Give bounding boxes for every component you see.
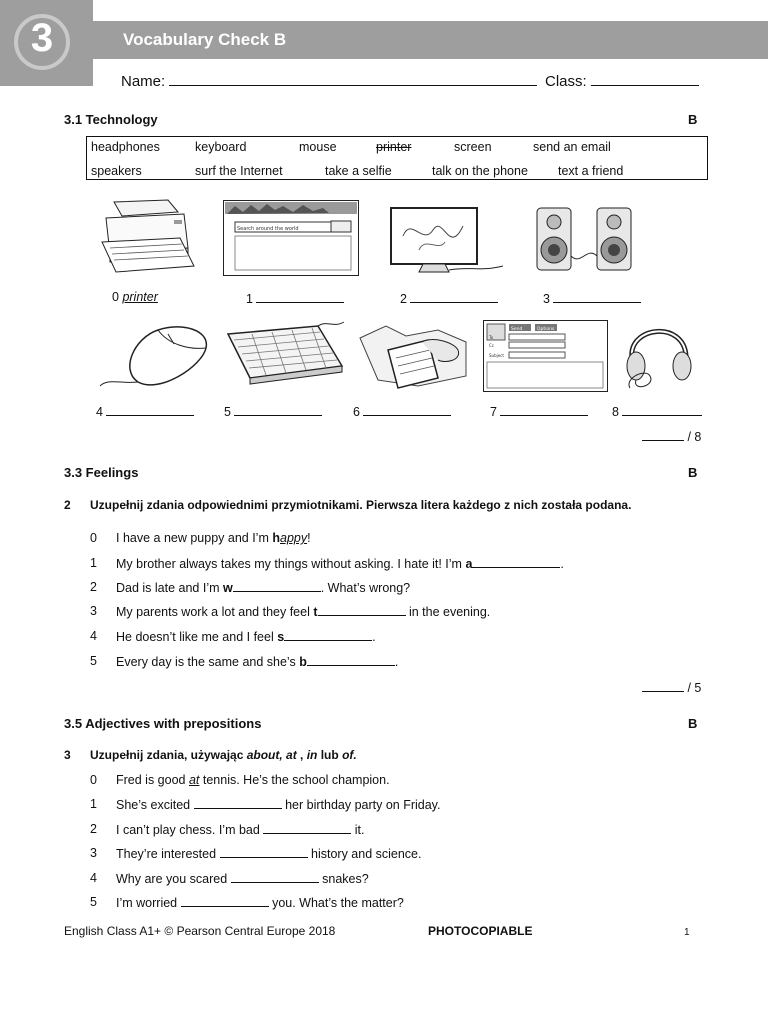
footer-photocopiable: PHOTOCOPIABLE bbox=[428, 924, 533, 938]
item-text: Every day is the same and she’s bbox=[116, 655, 300, 669]
first-letter: a bbox=[465, 557, 473, 571]
instruction-part: lub bbox=[317, 748, 343, 762]
word-bank-item: speakers bbox=[91, 164, 142, 178]
caption-number: 0 bbox=[112, 290, 119, 304]
item-text: . bbox=[560, 557, 564, 571]
item-text: They’re interested bbox=[116, 847, 220, 861]
answer-blank[interactable] bbox=[256, 290, 344, 303]
example-answer: appy bbox=[280, 531, 308, 545]
caption-number: 1 bbox=[246, 292, 253, 306]
item-text: . bbox=[394, 655, 399, 669]
item-text: snakes? bbox=[318, 872, 369, 886]
mouse-image bbox=[98, 320, 214, 390]
item-text: He doesn’t like me and I feel bbox=[116, 630, 278, 644]
item-text: tennis. He’s the school champion. bbox=[199, 773, 390, 787]
score-section-2 bbox=[642, 679, 701, 695]
caption-6[interactable] bbox=[353, 403, 451, 419]
page-title: Vocabulary Check B bbox=[123, 30, 287, 49]
item-number: 2 bbox=[90, 580, 97, 594]
item-number: 4 bbox=[90, 871, 97, 885]
score-blank[interactable] bbox=[642, 428, 684, 441]
name-label: Name: bbox=[121, 73, 166, 90]
answer-blank[interactable] bbox=[106, 403, 194, 416]
email-form-image bbox=[483, 320, 608, 392]
answer-blank[interactable] bbox=[553, 290, 641, 303]
answer-blank[interactable] bbox=[472, 556, 560, 568]
item-number: 4 bbox=[90, 629, 97, 643]
item-number: 1 bbox=[90, 797, 97, 811]
item-number: 2 bbox=[90, 822, 97, 836]
speakers-image bbox=[535, 206, 635, 274]
footer-copyright: English Class A1+ © Pearson Central Europe 2018 bbox=[64, 924, 336, 938]
answer-blank[interactable] bbox=[233, 580, 321, 592]
caption-8[interactable] bbox=[612, 403, 702, 419]
web-browser-image bbox=[223, 200, 359, 276]
instruction-part: about, at bbox=[246, 748, 297, 762]
first-letter: s bbox=[277, 630, 285, 644]
instruction-part: Uzupełnij zdania, używając bbox=[90, 748, 247, 762]
answer-blank[interactable] bbox=[410, 290, 498, 303]
item-number: 5 bbox=[90, 654, 97, 668]
item-text: My parents work a lot and they feel bbox=[116, 605, 314, 619]
caption-1[interactable] bbox=[246, 290, 344, 306]
email-send-tab: Send bbox=[511, 327, 523, 332]
instruction-part: in bbox=[306, 748, 318, 762]
item-text: it. bbox=[351, 823, 365, 837]
item-text: history and science. bbox=[307, 847, 422, 861]
score-total: / 5 bbox=[687, 681, 702, 695]
item-text: My brother always takes my things without asking. I hate it! I’m bbox=[116, 557, 466, 571]
answer-blank[interactable] bbox=[234, 403, 322, 416]
instruction-part: , bbox=[296, 748, 307, 762]
example-answer: at bbox=[188, 773, 200, 787]
answer-blank[interactable] bbox=[220, 846, 308, 858]
item-text: Dad is late and I’m bbox=[116, 581, 223, 595]
item-text: Fred is good bbox=[116, 773, 189, 787]
email-to-label: To bbox=[489, 335, 494, 340]
first-letter: b bbox=[299, 655, 307, 669]
caption-number: 7 bbox=[490, 405, 497, 419]
class-label: Class: bbox=[545, 73, 587, 90]
caption-number: 3 bbox=[543, 292, 550, 306]
section-title-technology: 3.1 Technology bbox=[64, 112, 158, 127]
item-number: 3 bbox=[90, 604, 97, 618]
word-bank-item: text a friend bbox=[558, 164, 624, 178]
instruction-number: 2 bbox=[64, 498, 71, 512]
title-bar bbox=[93, 21, 768, 59]
email-cc-label: Cc bbox=[489, 343, 494, 348]
caption-number: 6 bbox=[353, 405, 360, 419]
item-text: . bbox=[372, 630, 376, 644]
word-bank bbox=[86, 136, 708, 180]
smartphone-hand-image bbox=[358, 320, 468, 392]
item-number: 0 bbox=[90, 531, 97, 545]
section-title-feelings: 3.3 Feelings bbox=[64, 465, 139, 480]
item-text: I can’t play chess. I’m bad bbox=[116, 823, 264, 837]
email-options-tab: Options bbox=[537, 327, 555, 332]
answer-blank[interactable] bbox=[318, 604, 406, 616]
instruction-number: 3 bbox=[64, 748, 71, 762]
answer-blank[interactable] bbox=[181, 895, 269, 907]
class-blank[interactable] bbox=[591, 73, 699, 86]
example-answer: printer bbox=[122, 290, 158, 304]
name-blank[interactable] bbox=[169, 73, 537, 86]
word-bank-item: screen bbox=[454, 140, 492, 154]
instruction-text bbox=[90, 748, 357, 762]
email-subject-label: Subject bbox=[489, 353, 504, 358]
caption-number: 5 bbox=[224, 405, 231, 419]
item-text: Why are you scared bbox=[116, 872, 231, 886]
caption-0 bbox=[112, 290, 158, 304]
word-bank-item: take a selfie bbox=[325, 164, 392, 178]
caption-7[interactable] bbox=[490, 403, 588, 419]
score-section-1 bbox=[642, 428, 701, 444]
unit-number: 3 bbox=[30, 16, 54, 60]
word-bank-item: headphones bbox=[91, 140, 160, 154]
headphones-image bbox=[622, 316, 694, 392]
item-number: 1 bbox=[90, 556, 97, 570]
keyboard-image bbox=[222, 320, 346, 390]
word-bank-item: keyboard bbox=[195, 140, 247, 154]
word-bank-item-crossed: printer bbox=[376, 140, 412, 154]
word-bank-item: mouse bbox=[299, 140, 337, 154]
item-text: . What’s wrong? bbox=[320, 581, 411, 595]
item-text: She’s excited bbox=[116, 798, 194, 812]
section-version: B bbox=[688, 716, 698, 731]
class-field[interactable] bbox=[545, 73, 699, 90]
score-blank[interactable] bbox=[642, 679, 684, 692]
item-text: I’m worried bbox=[116, 896, 181, 910]
answer-blank[interactable] bbox=[284, 629, 372, 641]
item-text: in the evening. bbox=[405, 605, 491, 619]
item-text: you. What’s the matter? bbox=[268, 896, 404, 910]
word-bank-item: surf the Internet bbox=[195, 164, 283, 178]
answer-blank[interactable] bbox=[231, 871, 319, 883]
answer-blank[interactable] bbox=[500, 403, 588, 416]
item-text: ! bbox=[307, 531, 311, 545]
first-letter: w bbox=[223, 581, 233, 595]
caption-3[interactable] bbox=[543, 290, 641, 306]
answer-blank[interactable] bbox=[622, 403, 702, 416]
instruction-part: of. bbox=[342, 748, 357, 762]
item-number: 5 bbox=[90, 895, 97, 909]
item-number: 0 bbox=[90, 773, 97, 787]
answer-blank[interactable] bbox=[363, 403, 451, 416]
item-number: 3 bbox=[90, 846, 97, 860]
unit-badge bbox=[0, 0, 93, 86]
caption-number: 2 bbox=[400, 292, 407, 306]
browser-search-text: Search around the world bbox=[237, 226, 299, 232]
monitor-image bbox=[389, 206, 505, 274]
score-total: / 8 bbox=[687, 430, 702, 444]
item-text: her birthday party on Friday. bbox=[281, 798, 441, 812]
answer-blank[interactable] bbox=[194, 797, 282, 809]
caption-2[interactable] bbox=[400, 290, 498, 306]
printer-image bbox=[96, 196, 196, 274]
word-bank-item: send an email bbox=[533, 140, 611, 154]
caption-number: 8 bbox=[612, 405, 619, 419]
caption-4[interactable] bbox=[96, 403, 194, 419]
first-letter: h bbox=[272, 531, 280, 545]
answer-blank[interactable] bbox=[263, 822, 351, 834]
instruction-text: Uzupełnij zdania odpowiednimi przymiotnikami. Pierwsza litera każdego z nich została podana. bbox=[90, 498, 632, 512]
caption-number: 4 bbox=[96, 405, 103, 419]
section-version: B bbox=[688, 465, 698, 480]
caption-5[interactable] bbox=[224, 403, 322, 419]
name-field[interactable] bbox=[121, 73, 537, 90]
item-text: I have a new puppy and I’m bbox=[116, 531, 273, 545]
answer-blank[interactable] bbox=[307, 654, 395, 666]
word-bank-item: talk on the phone bbox=[432, 164, 528, 178]
section-version: B bbox=[688, 112, 698, 127]
section-title-adjectives: 3.5 Adjectives with prepositions bbox=[64, 716, 262, 731]
first-letter: t bbox=[313, 605, 318, 619]
page-number: 1 bbox=[684, 927, 690, 938]
